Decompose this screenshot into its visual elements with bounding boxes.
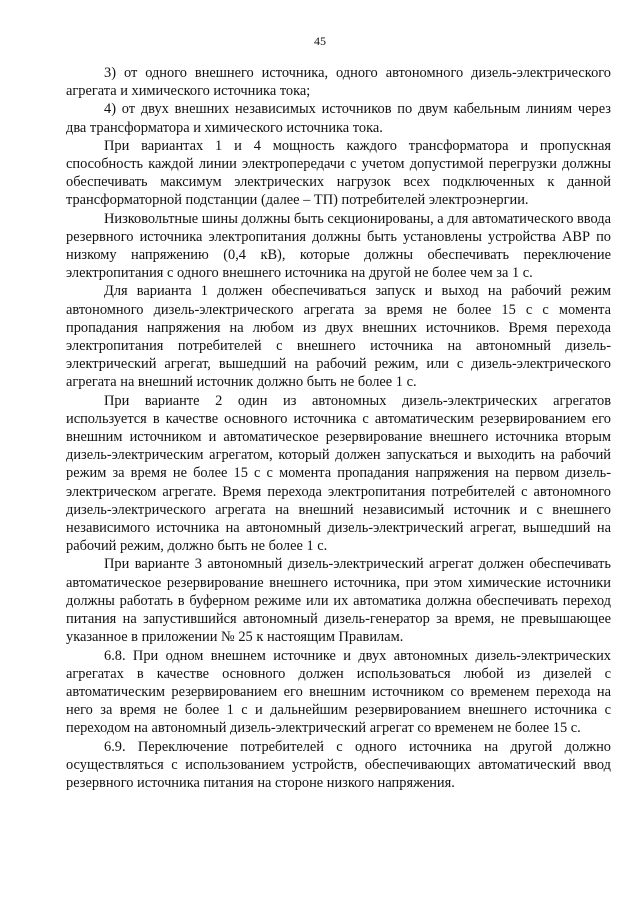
paragraph-item-4: 4) от двух внешних независимых источников по двум кабельным линиям через два трансформатора и химического источника тока.	[66, 101, 611, 136]
paragraph-section-6-9: 6.9. Переключение потребителей с одного источника на другой должно осуществляться с использованием устройств, обеспечивающих автоматический ввод резервного источника питания на стороне низкого напряжения.	[66, 738, 611, 791]
paragraph-low-voltage-buses: Низковольтные шины должны быть секционированы, а для автоматического ввода резервного источника электропитания должны быть установлены устройства АВР по низкому напряжению (0,4 кВ), которые должны обеспечивать переключение электропитания с одного внешнего источника на другой не более чем за 1 с.	[66, 210, 611, 282]
document-body	[66, 64, 611, 792]
paragraph-item-3: 3) от одного внешнего источника, одного автономного дизель-электрического агрегата и химического источника тока;	[66, 65, 611, 100]
paragraph-variants-1-4: При вариантах 1 и 4 мощность каждого трансформатора и пропускная способность каждой линии электропередачи с учетом допустимой перегрузки должны обеспечивать максимум электрических нагрузок всех подключенных к данной трансформаторной подстанции (далее – ТП) потребителей электроэнергии.	[66, 137, 611, 209]
paragraph-variant-3: При варианте 3 автономный дизель-электрический агрегат должен обеспечивать автоматическое резервирование внешнего источника, при этом химические источники должны работать в буферном режиме или их автоматика должна обеспечивать переход питания на запустившийся автономный дизель-генератор за время, не превышающее указанное в приложении № 25 к настоящим Правилам.	[66, 556, 611, 646]
paragraph-variant-1: Для варианта 1 должен обеспечиваться запуск и выход на рабочий режим автономного дизель-электрического агрегата за время не более 15 с с момента пропадания напряжения на любом из двух внешних источников. Время перехода электропитания потребителей с внешнего источника на автономный дизель-электрический агрегат, вышедший на рабочий режим, или с дизель-электрического агрегата на внешний источник должно быть не более 1 с.	[66, 283, 611, 391]
paragraph-section-6-8: 6.8. При одном внешнем источнике и двух автономных дизель-электрических агрегатах в качестве основного должен использоваться любой из дизелей с автоматическим резервированием его внешним источником со временем перехода на него за время не более 1 с и дальнейшим резервированием внешнего источника с переходом на автономный дизель-электрический агрегат со временем не более 15 с.	[66, 647, 611, 737]
paragraph-variant-2: При варианте 2 один из автономных дизель-электрических агрегатов используется в качестве основного источника с автоматическим резервированием его внешним источником и автоматическое резервирование внешнего источника вторым дизель-электрическим агрегатом, который должен запускаться и выходить на рабочий режим за время не более 15 с с момента пропадания напряжения на первом дизель-электрическом агрегате. Время перехода электропитания потребителей с автономного дизель-электрического агрегата на внешний независимый источник и с внешнего независимого источника на автономный дизель-электрический агрегат, вышедший на рабочий режим, должно быть не более 1 с.	[66, 392, 611, 555]
page-number: 45	[314, 34, 326, 48]
